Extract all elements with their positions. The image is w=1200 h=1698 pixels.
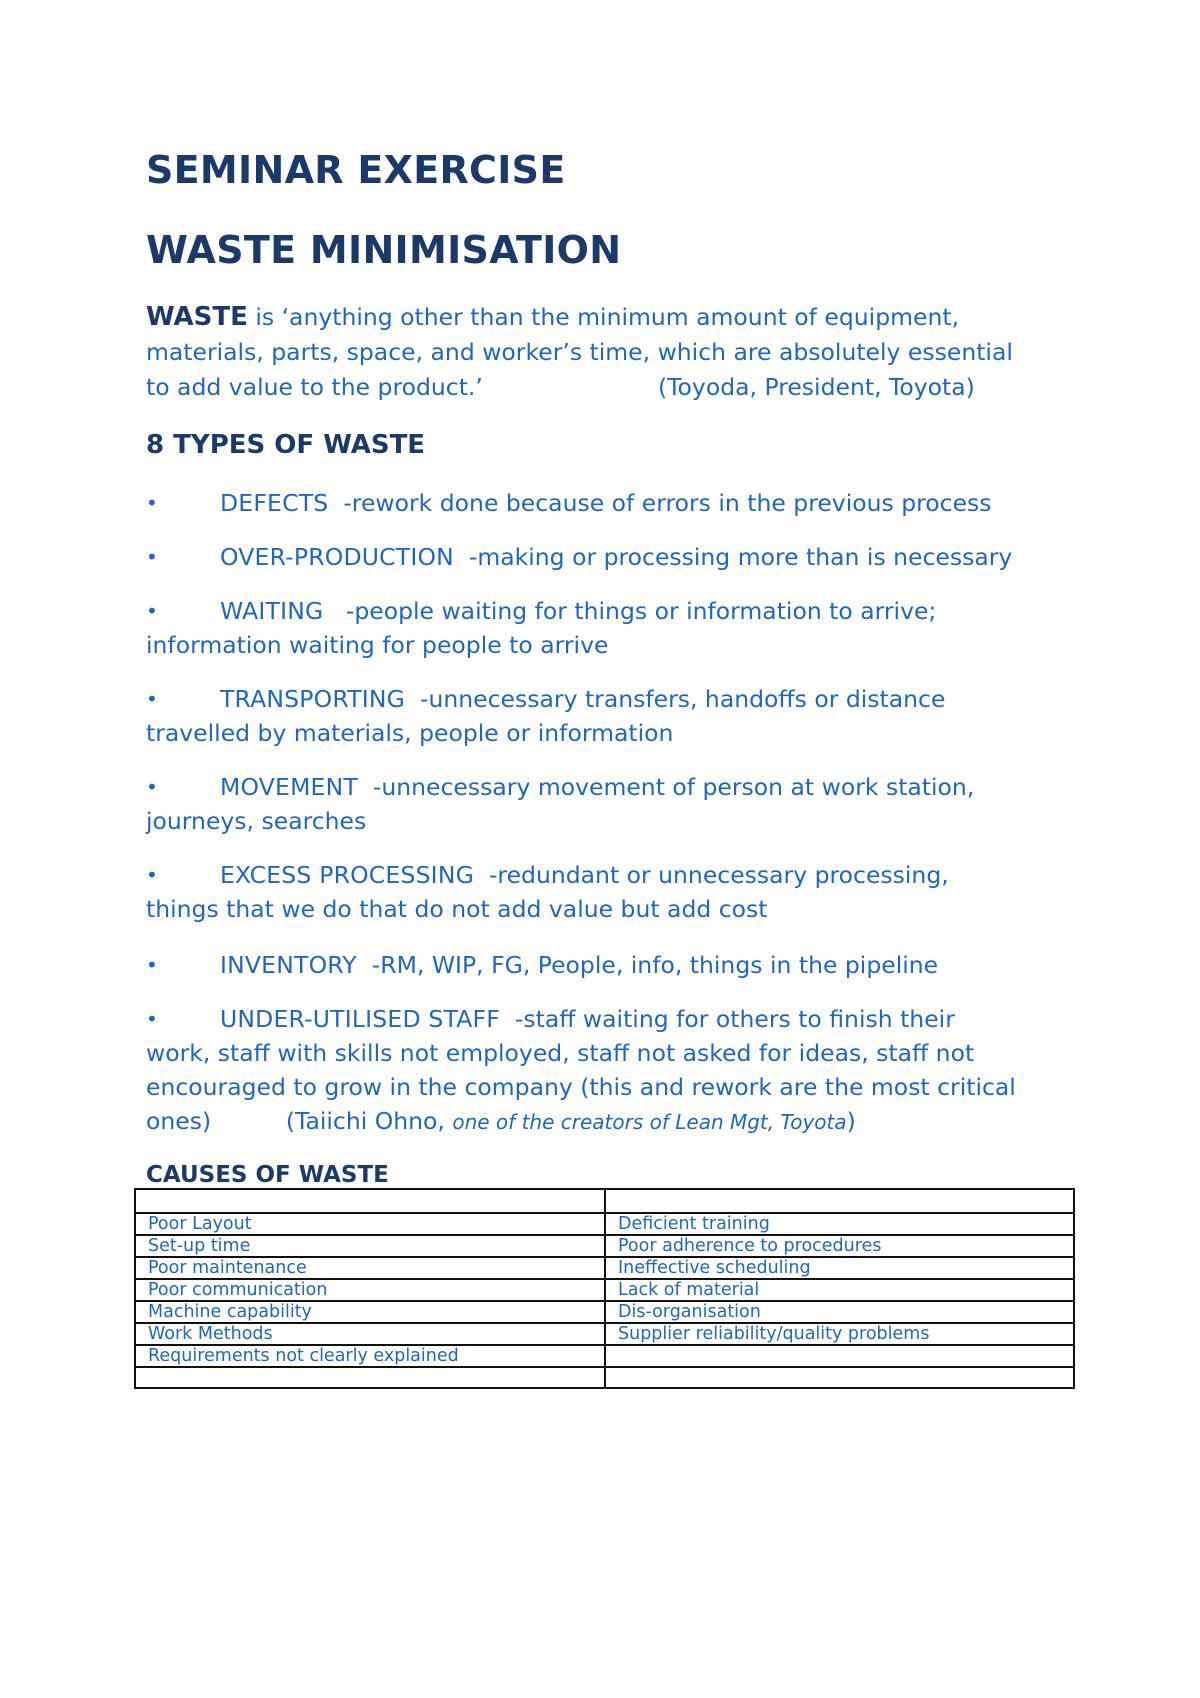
bullet-icon: •: [146, 491, 158, 515]
list-item-over-production: [146, 540, 1076, 574]
waste-description: -people waiting for things or information to arrive;: [323, 597, 937, 625]
list-item-inventory: [146, 948, 1076, 982]
waste-description: -rework done because of errors in the previous process: [328, 489, 992, 517]
list-item-defects: [146, 486, 1076, 520]
waste-description: -RM, WIP, FG, People, info, things in the pipeline: [356, 951, 939, 979]
table-cell: Ineffective scheduling: [605, 1257, 1074, 1279]
types-heading: 8 TYPES OF WASTE: [146, 430, 426, 460]
bullet-icon: •: [146, 599, 158, 623]
table-cell: [605, 1345, 1074, 1367]
table-cell: Work Methods: [135, 1323, 605, 1345]
table-row: [135, 1367, 1074, 1388]
definition-line-2: materials, parts, space, and worker’s time, which are absolutely essential: [146, 338, 1013, 366]
table-cell: Dis-organisation: [605, 1301, 1074, 1323]
table-cell: Poor maintenance: [135, 1257, 605, 1279]
definition-line-1-text: is ‘anything other than the minimum amount of equipment,: [247, 303, 960, 331]
table-row: [135, 1189, 1074, 1213]
citation-italic: one of the creators of Lean Mgt, Toyota: [452, 1110, 847, 1134]
waste-description: -making or processing more than is necessary: [453, 543, 1013, 571]
waste-term: DEFECTS: [220, 489, 329, 517]
list-item-transporting: [146, 682, 1076, 750]
waste-term: OVER-PRODUCTION: [220, 543, 454, 571]
definition-line-1: [146, 300, 1066, 335]
bullet-icon: •: [146, 1007, 158, 1031]
table-row: [135, 1345, 1074, 1367]
definition-line-3: to add value to the product.’: [146, 373, 483, 401]
bullet-icon: •: [146, 687, 158, 711]
waste-description-citation-line: [146, 1104, 1076, 1138]
waste-description-continued: information waiting for people to arrive: [146, 631, 609, 659]
table-cell: Lack of material: [605, 1279, 1074, 1301]
table-cell: [135, 1367, 605, 1388]
causes-table: [134, 1188, 1075, 1389]
waste-term: UNDER-UTILISED STAFF: [220, 1005, 500, 1033]
table-cell: Poor adherence to procedures: [605, 1235, 1074, 1257]
title-seminar-exercise: SEMINAR EXERCISE: [146, 148, 566, 192]
list-item-under-utilised-staff: [146, 1002, 1076, 1138]
waste-term: INVENTORY: [220, 951, 357, 979]
table-cell: Machine capability: [135, 1301, 605, 1323]
waste-description-continued: travelled by materials, people or information: [146, 719, 674, 747]
table-cell: [135, 1189, 605, 1213]
waste-description: -unnecessary movement of person at work station,: [357, 773, 975, 801]
table-cell: Requirements not clearly explained: [135, 1345, 605, 1367]
citation-close: ): [846, 1107, 856, 1135]
table-cell: Set-up time: [135, 1235, 605, 1257]
table-cell: Poor communication: [135, 1279, 605, 1301]
bullet-icon: •: [146, 863, 158, 887]
list-item-excess-processing: [146, 858, 1076, 926]
citation-text: ones) (Taiichi Ohno,: [146, 1107, 453, 1135]
bullet-icon: •: [146, 545, 158, 569]
table-cell: Deficient training: [605, 1213, 1074, 1235]
causes-heading: CAUSES OF WASTE: [146, 1162, 389, 1188]
bullet-icon: •: [146, 775, 158, 799]
waste-term: EXCESS PROCESSING: [220, 861, 475, 889]
waste-description: -redundant or unnecessary processing,: [474, 861, 949, 889]
title-waste-minimisation: WASTE MINIMISATION: [146, 228, 622, 272]
waste-description: -staff waiting for others to finish their: [499, 1005, 955, 1033]
definition-citation: (Toyoda, President, Toyota): [658, 373, 975, 401]
waste-description: -unnecessary transfers, handoffs or distance: [405, 685, 946, 713]
waste-description-continued: things that we do that do not add value but add cost: [146, 895, 768, 923]
waste-term: WAITING: [220, 597, 324, 625]
table-row: [135, 1301, 1074, 1323]
list-item-waiting: [146, 594, 1076, 662]
bullet-icon: •: [146, 953, 158, 977]
waste-description-continued: encouraged to grow in the company (this and rework are the most critical: [146, 1073, 1016, 1101]
table-row: [135, 1323, 1074, 1345]
waste-definition: [146, 300, 1066, 405]
waste-description-continued: journeys, searches: [146, 807, 367, 835]
waste-description-continued: work, staff with skills not employed, staff not asked for ideas, staff not: [146, 1039, 975, 1067]
table-cell: Poor Layout: [135, 1213, 605, 1235]
waste-term: MOVEMENT: [220, 773, 358, 801]
table-row: [135, 1213, 1074, 1235]
table-cell: [605, 1367, 1074, 1388]
table-row: [135, 1257, 1074, 1279]
waste-keyword: WASTE: [146, 302, 248, 332]
table-row: [135, 1279, 1074, 1301]
table-cell: [605, 1189, 1074, 1213]
list-item-movement: [146, 770, 1076, 838]
table-cell: Supplier reliability/quality problems: [605, 1323, 1074, 1345]
waste-term: TRANSPORTING: [220, 685, 406, 713]
table-row: [135, 1235, 1074, 1257]
